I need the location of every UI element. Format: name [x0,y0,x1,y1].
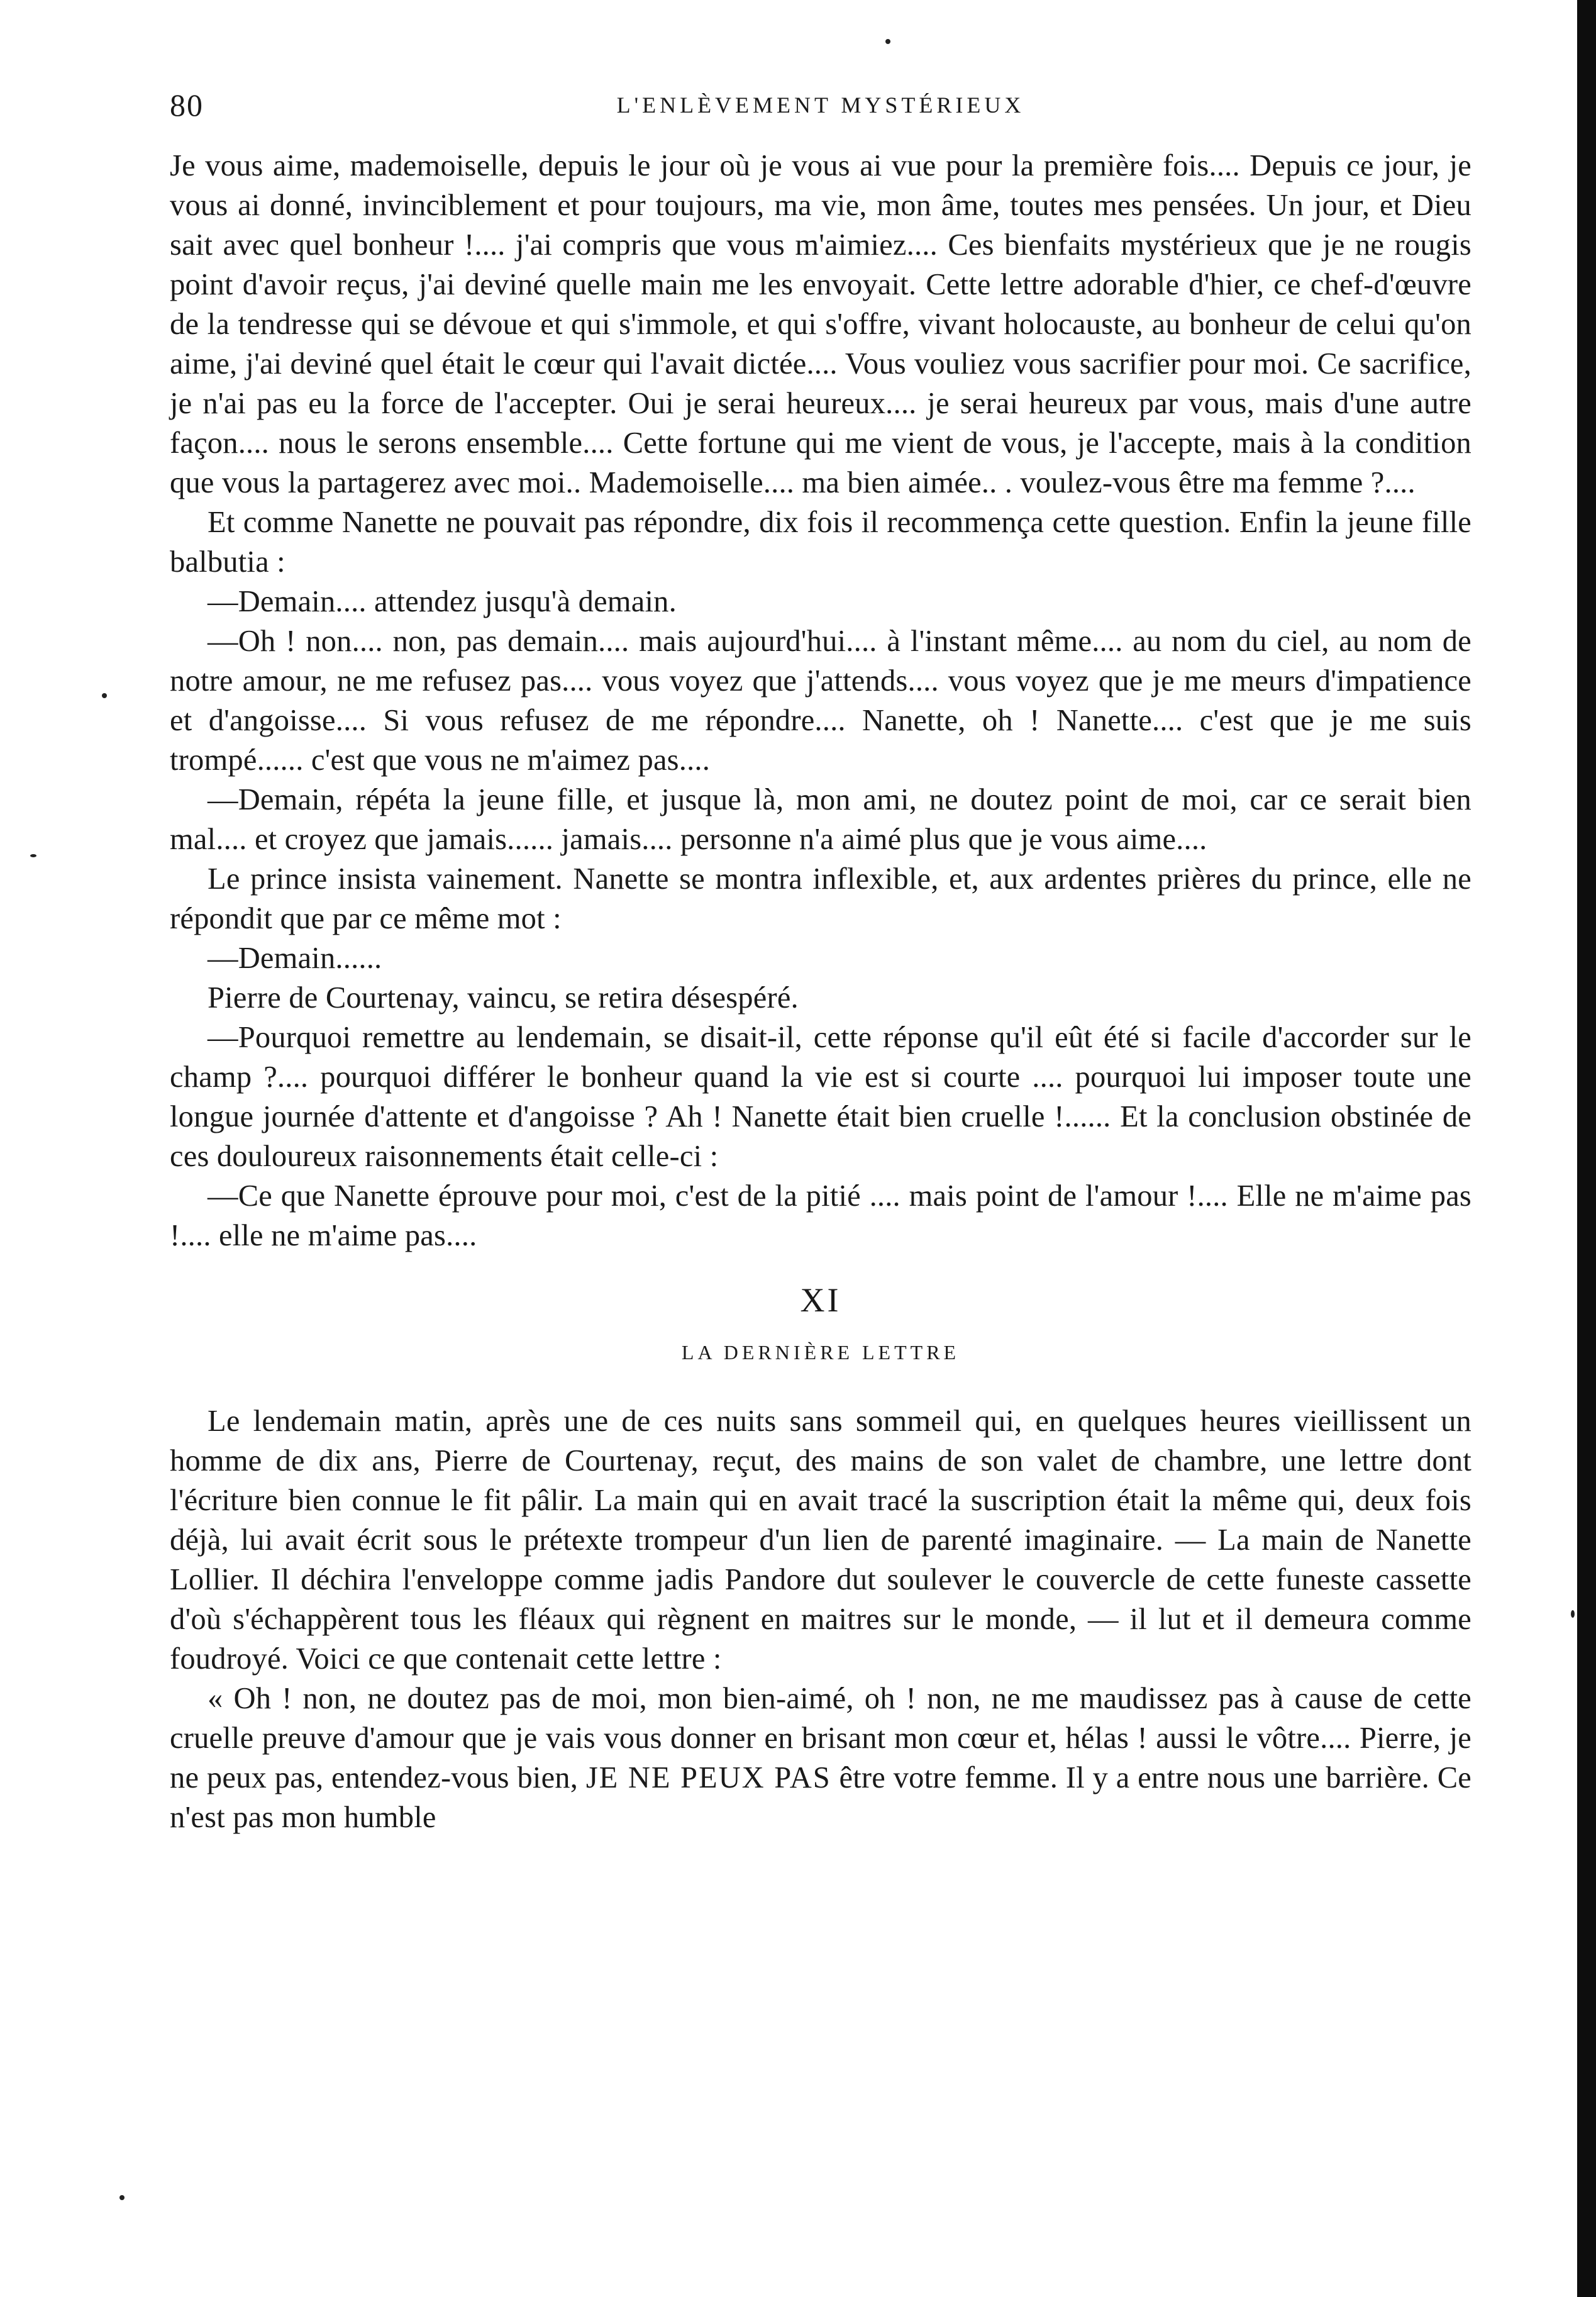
letter-emphasis: JE NE PEUX PAS [585,1761,831,1794]
body-text [170,146,1471,1837]
letter-text-start: « Oh ! non, ne doutez pas de moi, mon bien-aimé, oh ! non, ne me maudissez pas à cause de cette cruelle preuve d'amour que je vais vous donner en brisant mon cœur et, hélas ! aussi le vôtre.... Pierre, je ne peux pas, entendez-vous bien, [170,1682,1471,1794]
paragraph: Pierre de Courtenay, vaincu, se retira désespéré. [208,981,799,1015]
letter-text-end: être votre femme. Il y a entre nous une barrière. Ce n'est pas mon humble [170,1761,1472,1834]
scan-speck [885,39,890,44]
chapter-title: LA DERNIÈRE LETTRE [681,1341,960,1364]
page-number: 80 [170,87,204,123]
paragraph: —Demain.... attendez jusqu'à demain. [208,585,677,618]
text-section-before-chapter [170,146,1471,1255]
paragraph: Le prince insista vainement. Nanette se montra inflexible, et, aux ardentes prières du prince, elle ne répondit que par ce même mot : [170,862,1471,935]
paragraph: —Oh ! non.... non, pas demain.... mais aujourd'hui.... à l'instant même.... au nom du ciel, au nom de notre amour, ne me refusez pas.... vous voyez que j'attends.... vous voyez que je me meurs d'impatience et d'angoisse.... Si vous refusez de me répondre.... Nanette, oh ! Nanette.... c'est que je me suis trompé...... c'est que vous ne m'aimez pas.... [170,625,1471,777]
chapter-number: XI [800,1281,841,1319]
paragraph: —Demain, répéta la jeune fille, et jusque là, mon ami, ne doutez point de moi, car ce serait bien mal.... et croyez que jamais...... jamais.... personne n'a aimé plus que je vous aime.... [170,783,1471,856]
paragraph: —Demain...... [208,942,382,975]
scan-speck [102,693,107,698]
scan-speck [1571,1610,1575,1618]
text-section-after-chapter [170,1401,1471,1679]
paragraph: Le lendemain matin, après une de ces nuits sans sommeil qui, en quelques heures vieillissent un homme de dix ans, Pierre de Courtenay, reçut, des mains de son valet de chambre, une lettre dont l'écriture bien connue le fit pâlir. La main qui en avait tracé la suscription était la même qui, deux fois déjà, lui avait écrit sous le prétexte trompeur d'un lien de parenté imaginaire. — La main de Nanette Lollier. Il déchira l'enveloppe comme jadis Pandore dut soulever le couvercle de cette funeste cassette d'où s'échappèrent tous les fléaux qui règnent en maitres sur le monde, — il lut et il demeura comme foudroyé. Voici ce que contenait cette lettre : [170,1404,1471,1676]
running-title: L'ENLÈVEMENT MYSTÉRIEUX [616,92,1025,118]
paragraph: Je vous aime, mademoiselle, depuis le jour où je vous ai vue pour la première fois.... Depuis ce jour, je vous ai donné, invinciblement et pour toujours, ma vie, mon âme, toutes mes pensées. Un jour, et Dieu sait avec quel bonheur !.... j'ai compris que vous m'aimiez.... Ces bienfaits mystérieux que je ne rougis point d'avoir reçus, j'ai deviné quelle main me les envoyait. Cette lettre adorable d'hier, ce chef-d'œuvre de la tendresse qui se dévoue et qui s'immole, et qui s'offre, vivant holocauste, au bonheur de celui qu'on aime, j'ai deviné quel était le cœur qui l'avait dictée.... Vous vouliez vous sacrifier pour moi. Ce sacrifice, je n'ai pas eu la force de l'accepter. Oui je serai heureux.... je serai heureux par vous, mais d'une autre façon.... nous le serons ensemble.... Cette fortune qui me vient de vous, je l'accepte, mais à la condition que vous la partagerez avec moi.. Mademoiselle.... ma bien aimée.. . voulez-vous être ma femme ?.... [170,149,1471,499]
scan-speck [30,854,36,857]
scan-speck [119,2195,125,2200]
page-header [170,87,1471,125]
paragraph: —Ce que Nanette éprouve pour moi, c'est de la pitié .... mais point de l'amour !.... Elle ne m'aime pas !.... elle ne m'aime pas.... [170,1179,1471,1252]
scan-edge-bar [1577,0,1596,2297]
paragraph: Et comme Nanette ne pouvait pas répondre, dix fois il recommença cette question. Enfin la jeune fille balbutia : [170,506,1471,579]
letter-paragraph [170,1679,1471,1837]
paragraph: —Pourquoi remettre au lendemain, se disait-il, cette réponse qu'il eût été si facile d'accorder sur le champ ?.... pourquoi différer le bonheur quand la vie est si courte .... pourquoi lui imposer toute une longue journée d'attente et d'angoisse ? Ah ! Nanette était bien cruelle !...... Et la conclusion obstinée de ces douloureux raisonnements était celle-ci : [170,1021,1471,1173]
